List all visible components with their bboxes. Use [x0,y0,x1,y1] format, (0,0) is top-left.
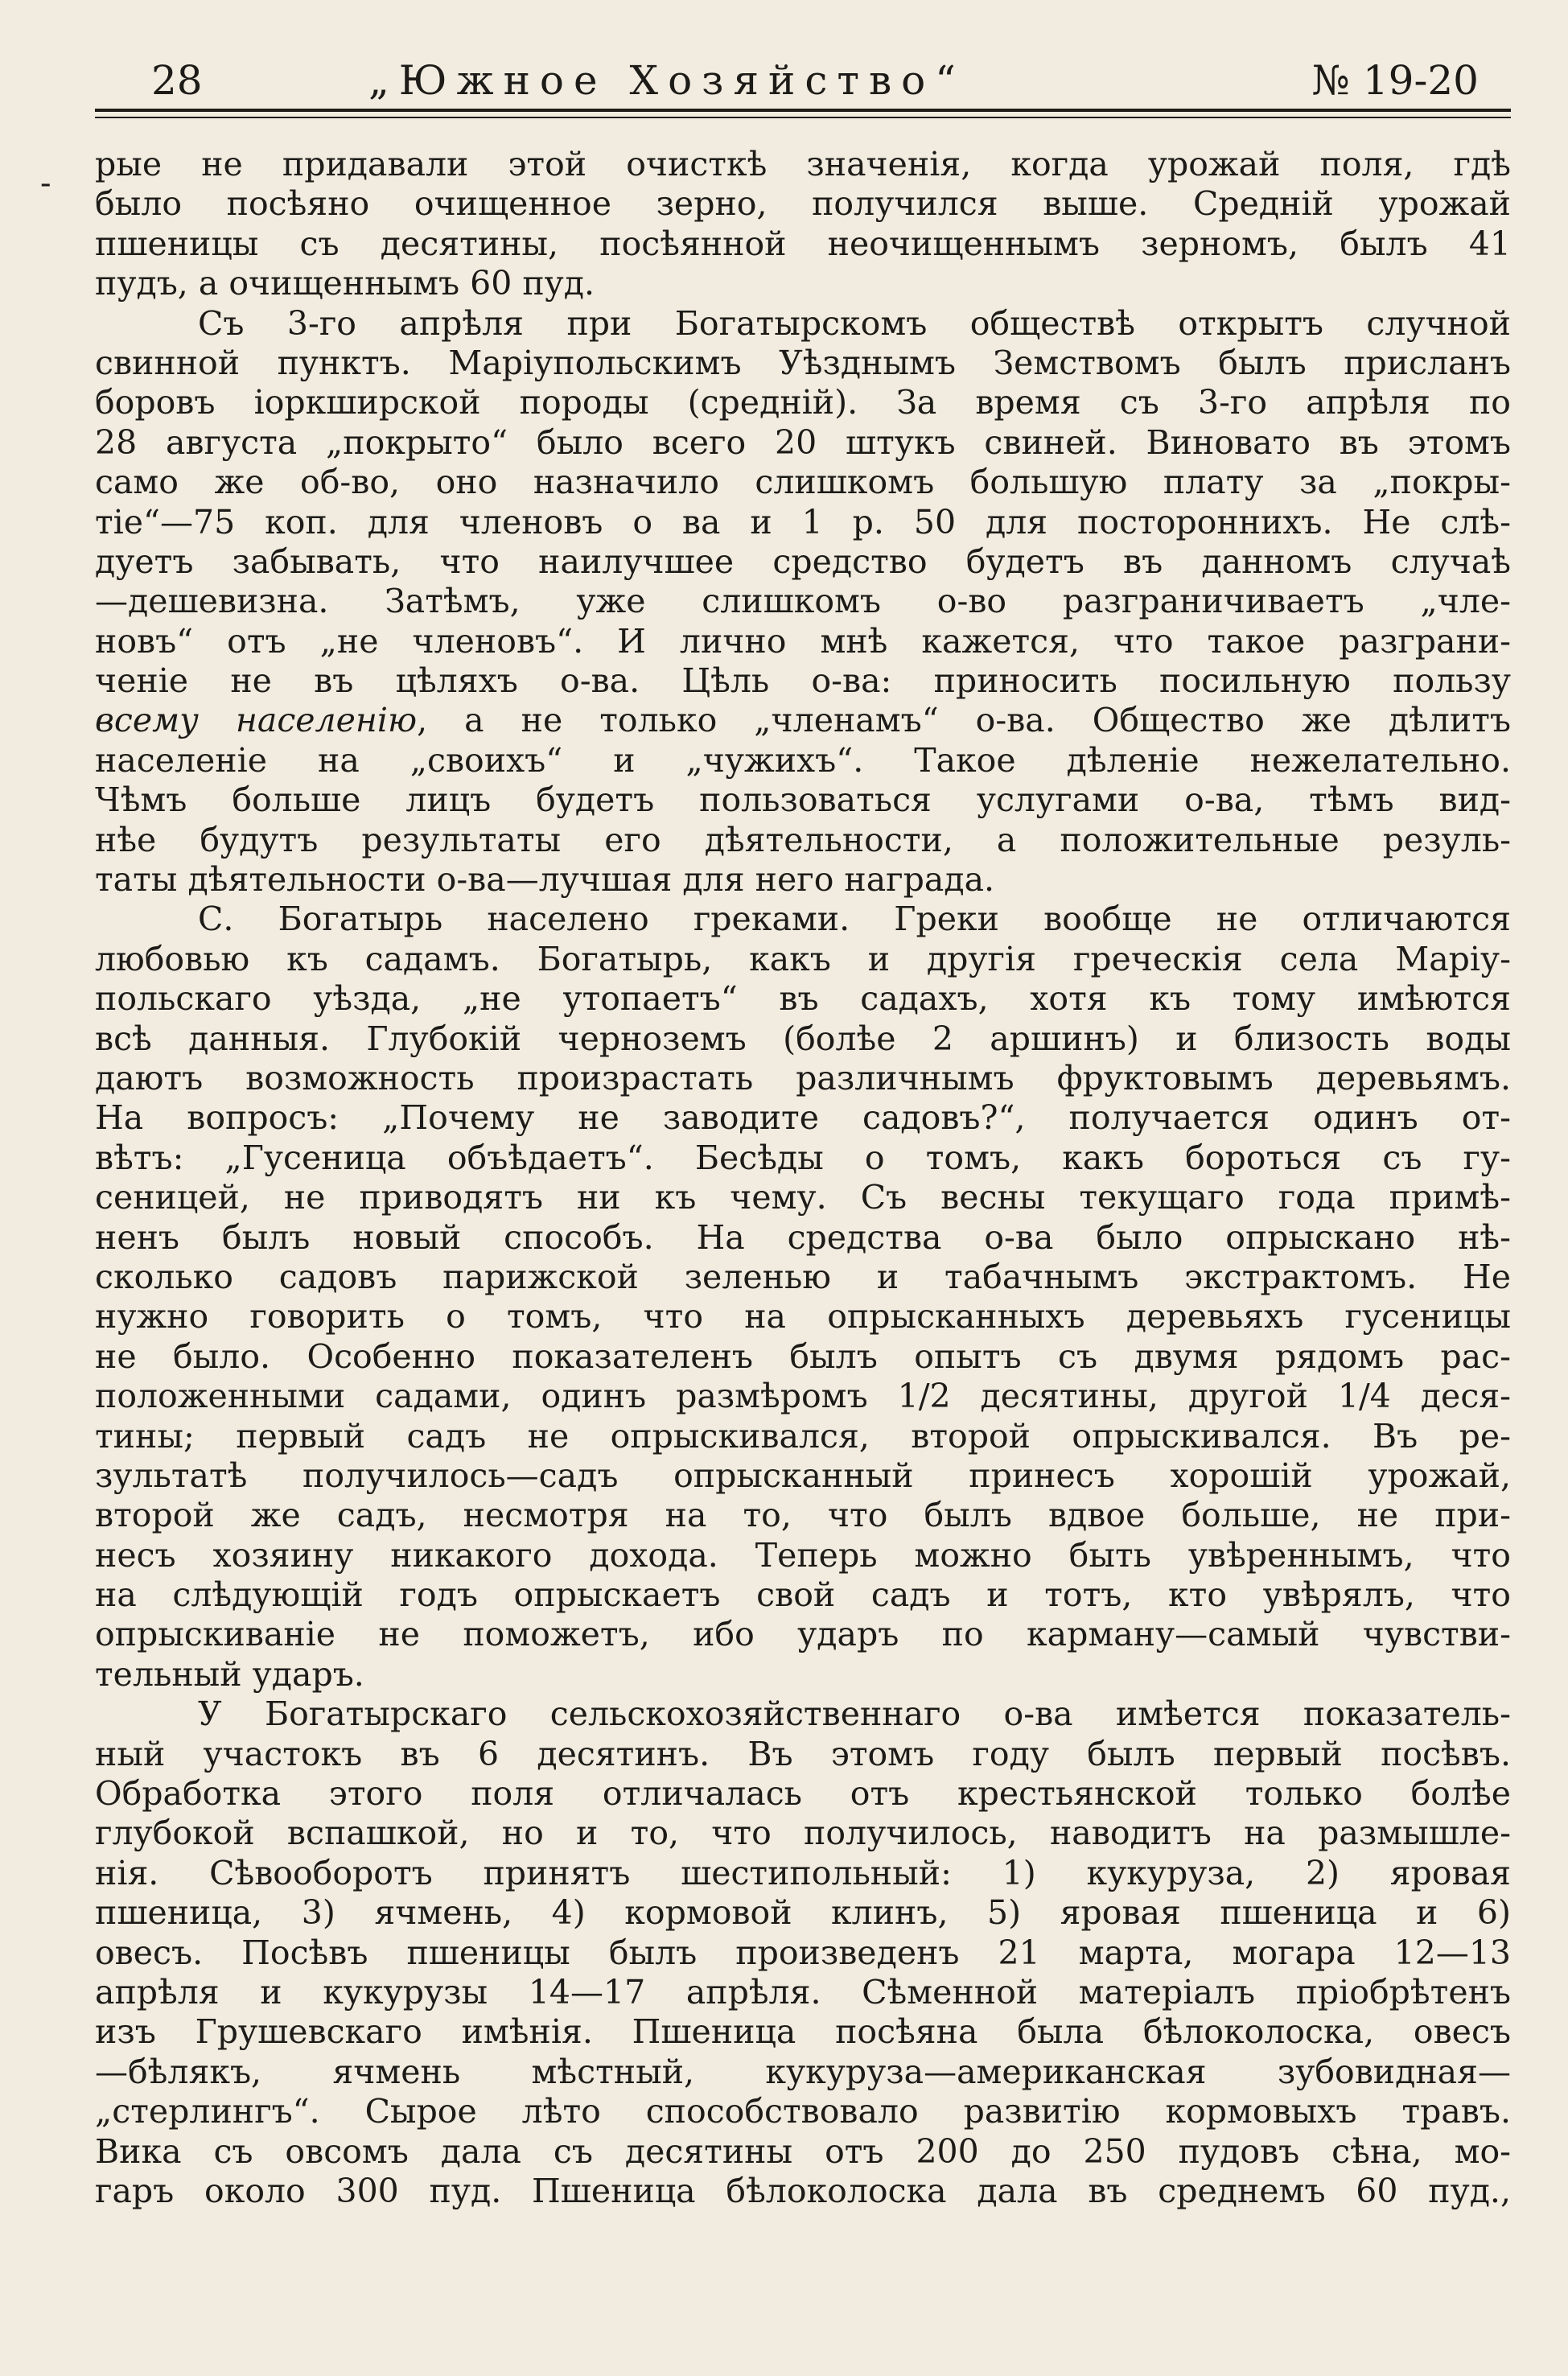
text-line: —дешевизна. Затѣмъ, уже слишкомъ о-во разграничиваетъ „чле- [95,582,1511,621]
text-line: изъ Грушевскаго имѣнія. Пшеница посѣяна была бѣлоколоска, овесъ [95,2012,1511,2052]
text-line: „стерлингъ“. Сырое лѣто способствовало развитію кормовыхъ травъ. [95,2092,1511,2131]
text-line: было посѣяно очищенное зерно, получился выше. Средній урожай [95,184,1511,224]
text-line: апрѣля и кукурузы 14—17 апрѣля. Сѣменной матеріалъ пріобрѣтенъ [95,1972,1511,2012]
text-line: нія. Сѣвооборотъ принятъ шестипольный: 1) кукуруза, 2) яровая [95,1853,1511,1892]
text-line: дуетъ забывать, что наилучшее средство будетъ въ данномъ случаѣ [95,541,1511,581]
text-line: опрыскиваніе не поможетъ, ибо ударъ по карману—самый чувстви- [95,1615,1511,1654]
text-line: само же об-во, оно назначило слишкомъ большую плату за „покры- [95,463,1511,502]
text-line: гаръ около 300 пуд. Пшеница бѣлоколоска дала въ среднемъ 60 пуд., [95,2171,1511,2210]
text-line: Чѣмъ больше лицъ будетъ пользоваться услугами о-ва, тѣмъ вид- [95,780,1511,820]
text-line: На вопросъ: „Почему не заводите садовъ?“, получается одинъ от- [95,1098,1511,1138]
text-line: тіе“—75 коп. для членовъ о ва и 1 р. 50 для постороннихъ. Не слѣ- [95,502,1511,541]
text-line: вѣтъ: „Гусеница объѣдаетъ“. Бесѣды о томъ, какъ бороться съ гу- [95,1138,1511,1177]
emphasis-text: всему населенію [95,701,418,740]
text-line: новъ“ отъ „не членовъ“. И лично мнѣ кажется, что такое разграни- [95,621,1511,661]
text-line: нѣе будутъ результаты его дѣятельности, а положительные резуль- [95,820,1511,859]
text-line: тины; первый садъ не опрыскивался, второй опрыскивался. Въ ре- [95,1416,1511,1456]
text-line: не было. Особенно показателенъ былъ опытъ съ двумя рядомъ рас- [95,1336,1511,1376]
journal-title: „Южное Хозяйство“ [368,57,965,104]
text-line: пшеницы съ десятины, посѣянной неочищеннымъ зерномъ, былъ 41 [95,224,1511,263]
header-rule-thin [95,117,1511,118]
text-line: сеницей, не приводятъ ни къ чему. Съ весны текущаго года примѣ- [95,1178,1511,1217]
text-line: Съ 3-го апрѣля при Богатырскомъ обществѣ открытъ случной [198,303,1511,343]
text-line: —бѣлякъ, ячмень мѣстный, кукуруза—американская зубовидная— [95,2052,1511,2091]
text-line: рые не придавали этой очисткѣ значенія, когда урожай поля, гдѣ [95,145,1511,183]
text-line: свинной пунктъ. Маріупольскимъ Уѣзднымъ Земствомъ былъ присланъ [95,343,1511,382]
issue-number: № 19-20 [1311,57,1479,104]
article-body [95,145,1511,2211]
text-line: ненъ былъ новый способъ. На средства о-ва было опрыскано нѣ- [95,1217,1511,1257]
margin-mark: - [40,165,51,202]
text-line-italic: всему населенію, а не только „членамъ“ о-ва. Общество же дѣлитъ [95,701,1511,740]
text-line: на слѣдующій годъ опрыскаетъ свой садъ и тотъ, кто увѣрялъ, что [95,1575,1511,1615]
text-line: всѣ данныя. Глубокій черноземъ (болѣе 2 аршинъ) и близость воды [95,1019,1511,1058]
text-line: даютъ возможность произрастать различнымъ фруктовымъ деревьямъ. [95,1058,1511,1097]
text-line: пудъ, а очищеннымъ 60 пуд. [95,264,595,303]
text-line: второй же садъ, несмотря на то, что былъ вдвое больше, не при- [95,1496,1511,1535]
text-line: положенными садами, одинъ размѣромъ 1/2 десятины, другой 1/4 деся- [95,1377,1511,1416]
text-line: таты дѣятельности о-ва—лучшая для него награда. [95,860,995,900]
text-line: несъ хозяину никакого дохода. Теперь можно быть увѣреннымъ, что [95,1535,1511,1575]
text-line: ный участокъ въ 6 десятинъ. Въ этомъ году былъ первый посѣвъ. [95,1734,1511,1773]
text-line: С. Богатырь населено греками. Греки вообще не отличаются [198,900,1511,939]
text-line: Вика съ овсомъ дала съ десятины отъ 200 до 250 пудовъ сѣна, мо- [95,2131,1511,2171]
text-line: 28 августа „покрыто“ было всего 20 штукъ свиней. Виновато въ этомъ [95,422,1511,462]
text-line: глубокой вспашкой, но и то, что получилось, наводитъ на размышле- [95,1814,1511,1853]
header-rule-thick [95,109,1511,112]
text-line: польскаго уѣзда, „не утопаетъ“ въ садахъ, хотя къ тому имѣются [95,979,1511,1019]
text-line: зультатѣ получилось—садъ опрысканный принесъ хорошій урожай, [95,1456,1511,1495]
text-line: У Богатырскаго сельскохозяйственнаго о-ва имѣется показатель- [198,1694,1511,1734]
text-line: любовью къ садамъ. Богатырь, какъ и другія греческія села Маріу- [95,939,1511,978]
text-line: пшеница, 3) ячмень, 4) кормовой клинъ, 5) яровая пшеница и 6) [95,1893,1511,1933]
text-line: ченіе не въ цѣляхъ о-ва. Цѣль о-ва: приносить посильную пользу [95,661,1511,701]
text-line: сколько садовъ парижской зеленью и табачнымъ экстрактомъ. Не [95,1257,1511,1296]
text-line: тельный ударъ. [95,1654,364,1694]
text-line: овесъ. Посѣвъ пшеницы былъ произведенъ 21 марта, могара 12—13 [95,1933,1511,1972]
running-header [95,55,1511,106]
text-line: Обработка этого поля отличалась отъ крестьянской только болѣе [95,1774,1511,1814]
text-line: нужно говорить о томъ, что на опрысканныхъ деревьяхъ гусеницы [95,1297,1511,1336]
text-line: населеніе на „своихъ“ и „чужихъ“. Такое дѣленіе нежелательно. [95,740,1511,780]
text-line: боровъ іоркширской породы (средній). За время съ 3-го апрѣля по [95,383,1511,422]
page-number: 28 [151,57,203,104]
